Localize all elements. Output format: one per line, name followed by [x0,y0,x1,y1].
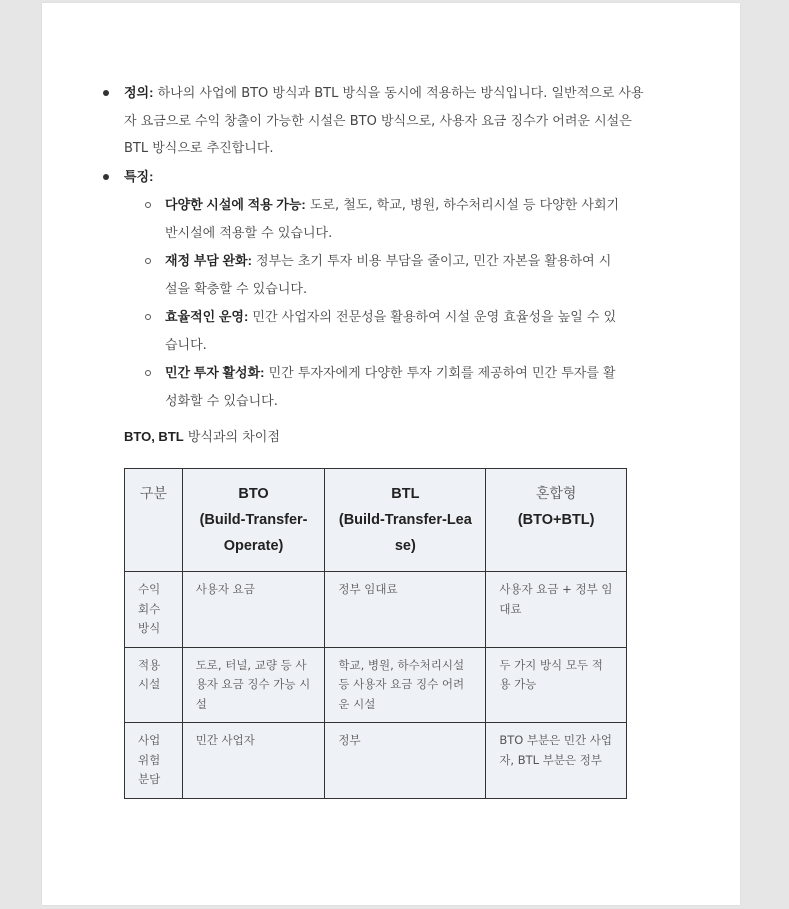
header-hybrid [486,469,627,572]
feature-label: 다양한 시설에 적용 가능: [165,197,306,212]
header-category-label: 구분 [139,486,167,502]
feature-item [165,303,620,359]
header-bto [182,469,325,572]
bullet-circle-icon [145,370,151,376]
header-bto-title: BTO [238,486,269,502]
section-heading-rest: 방식과의 차이점 [183,430,280,445]
feature-text: 정부는 초기 투자 비용 부담을 줄이고, 민간 자본을 활용하여 시설을 확충할 수 있습니다. [165,254,612,297]
table-cell: 도로, 터널, 교량 등 사용자 요금 징수 가능 시설 [182,647,325,723]
bullet-definition [124,79,644,163]
section-heading-bold: BTO, BTL [124,429,184,444]
table-row [125,572,627,648]
header-bto-subtitle: (Build-Transfer-Operate) [199,512,308,554]
header-hybrid-subtitle: (BTO+BTL) [517,512,595,528]
feature-item [165,359,620,415]
feature-item [165,191,620,247]
feature-text: 도로, 철도, 학교, 병원, 하수처리시설 등 다양한 사회기반시설에 적용할 수 있습니다. [165,198,620,241]
header-hybrid-title: 혼합형 [535,486,577,502]
feature-label: 효율적인 운영: [165,309,249,324]
bullet-list [124,79,644,415]
bullet-dot-icon [103,90,109,96]
row-header: 적용 시설 [125,647,183,723]
bullet-circle-icon [145,202,151,208]
feature-text: 민간 사업자의 전문성을 활용하여 시설 운영 효율성을 높일 수 있습니다. [165,310,617,353]
feature-label: 민간 투자 활성화: [165,365,265,380]
table-cell: 정부 임대료 [325,572,486,648]
feature-item [165,247,620,303]
definition-label: 정의: [124,85,154,100]
feature-label: 재정 부담 완화: [165,253,252,268]
comparison-table [124,468,627,799]
table-header-row [125,469,627,572]
row-header: 사업 위험 분담 [125,723,183,799]
table-cell: 정부 [325,723,486,799]
bullet-circle-icon [145,314,151,320]
section-heading [124,426,280,445]
definition-text: 하나의 사업에 BTO 방식과 BTL 방식을 동시에 적용하는 방식입니다. 일반적으로 사용자 요금으로 수익 창출이 가능한 시설은 BTO 방식으로, 사용자 요금 징수가 어려운 시설은 BTL 방식으로 추진합니다. [124,86,644,156]
table-row [125,647,627,723]
features-label: 특징: [124,168,154,184]
table-cell: 사용자 요금 + 정부 임대료 [486,572,627,648]
row-header: 수익 회수 방식 [125,572,183,648]
table-cell: BTO 부분은 민간 사업자, BTL 부분은 정부 [486,723,627,799]
header-btl [325,469,486,572]
table-row [125,723,627,799]
bullet-circle-icon [145,258,151,264]
features-sublist [165,191,620,415]
bullet-features [124,163,644,416]
table-cell: 두 가지 방식 모두 적용 가능 [486,647,627,723]
table-cell: 사용자 요금 [182,572,325,648]
bullet-dot-icon [103,174,109,180]
feature-text: 민간 투자자에게 다양한 투자 기회를 제공하여 민간 투자를 활성화할 수 있습니다. [165,366,616,409]
header-category [125,469,183,572]
header-btl-subtitle: (Build-Transfer-Lease) [338,512,472,554]
table-cell: 민간 사업자 [182,723,325,799]
header-btl-title: BTL [391,486,420,502]
table-cell: 학교, 병원, 하수처리시설 등 사용자 요금 징수 어려운 시설 [325,647,486,723]
